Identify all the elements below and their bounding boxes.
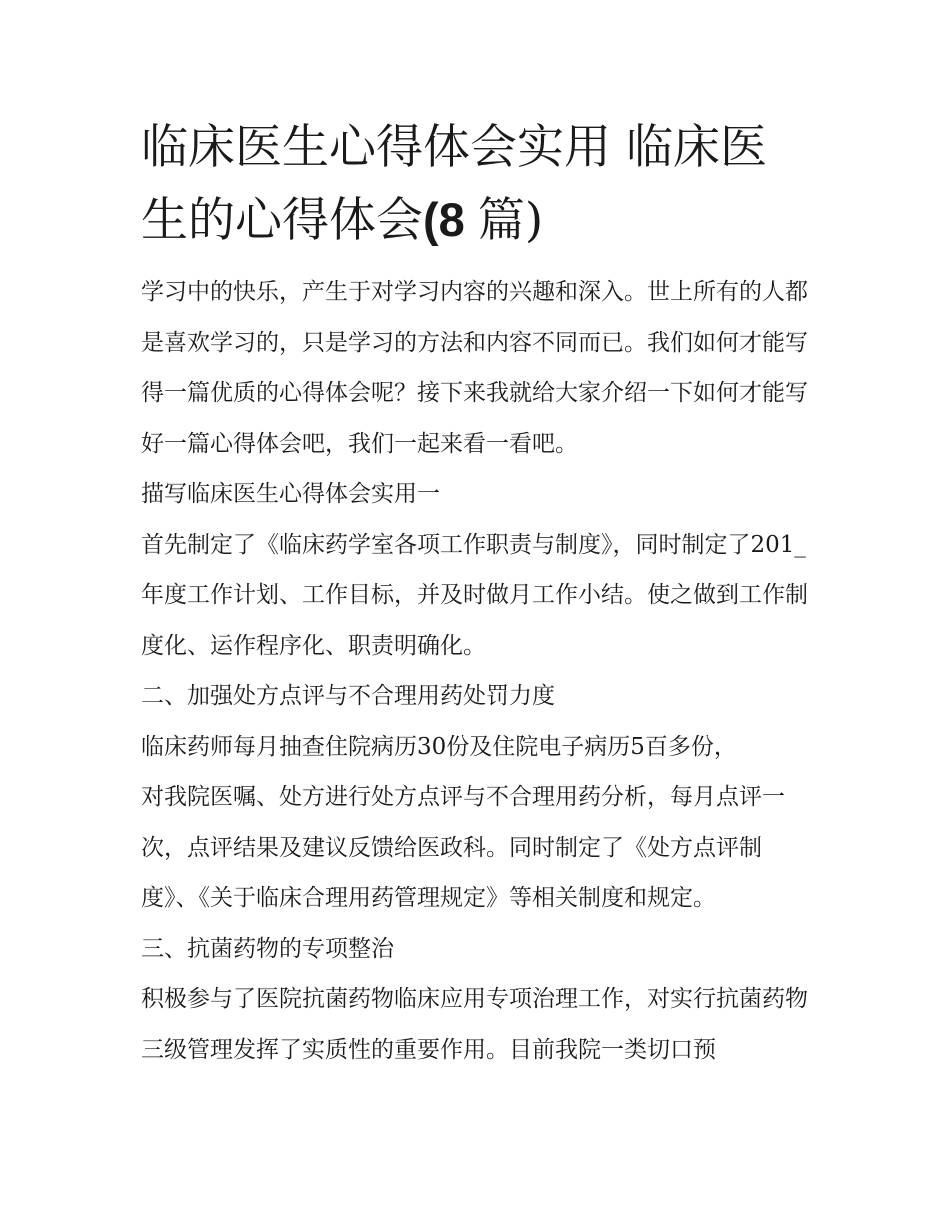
title-text: 临床医生心得体会实用 临床医生的心得体会	[141, 120, 767, 248]
body-paragraph: 首先制定了《临床药学室各项工作职责与制度》，同时制定了201_年度工作计划、工作目标，并及时做月工作小结。使之做到工作制度化、运作程序化、职责明确化。	[141, 531, 808, 659]
body-paragraph: 对我院医嘱、处方进行处方点评与不合理用药分析，每月点评一次，点评结果及建议反馈给医政科。同时制定了《处方点评制度》、《关于临床合理用药管理规定》等相关制度和规定。	[141, 784, 785, 911]
document-page	[141, 112, 813, 1075]
document-title	[141, 112, 813, 257]
document-body	[141, 267, 813, 1075]
title-suffix: 篇)	[477, 193, 544, 248]
section-heading: 二、加强处方点评与不合理用药处罚力度	[141, 683, 555, 709]
body-paragraph: 积极参与了医院抗菌药物临床应用专项治理工作，对实行抗菌药物三级管理发挥了实质性的重要作用。目前我院一类切口预	[141, 986, 808, 1063]
section-heading: 三、抗菌药物的专项整治	[141, 935, 394, 962]
intro-paragraph: 学习中的快乐，产生于对学习内容的兴趣和深入。世上所有的人都是喜欢学习的，只是学习的方法和内容不同而已。我们如何才能写得一篇优质的心得体会呢？接下来我就给大家介绍一下如何才能写好一篇心得体会吧，我们一起来看一看吧。	[141, 279, 808, 457]
title-count: (8	[423, 193, 478, 246]
body-paragraph: 临床药师每月抽查住院病历30份及住院电子病历5百多份，	[141, 733, 737, 760]
section-heading: 描写临床医生心得体会实用一	[141, 481, 440, 507]
